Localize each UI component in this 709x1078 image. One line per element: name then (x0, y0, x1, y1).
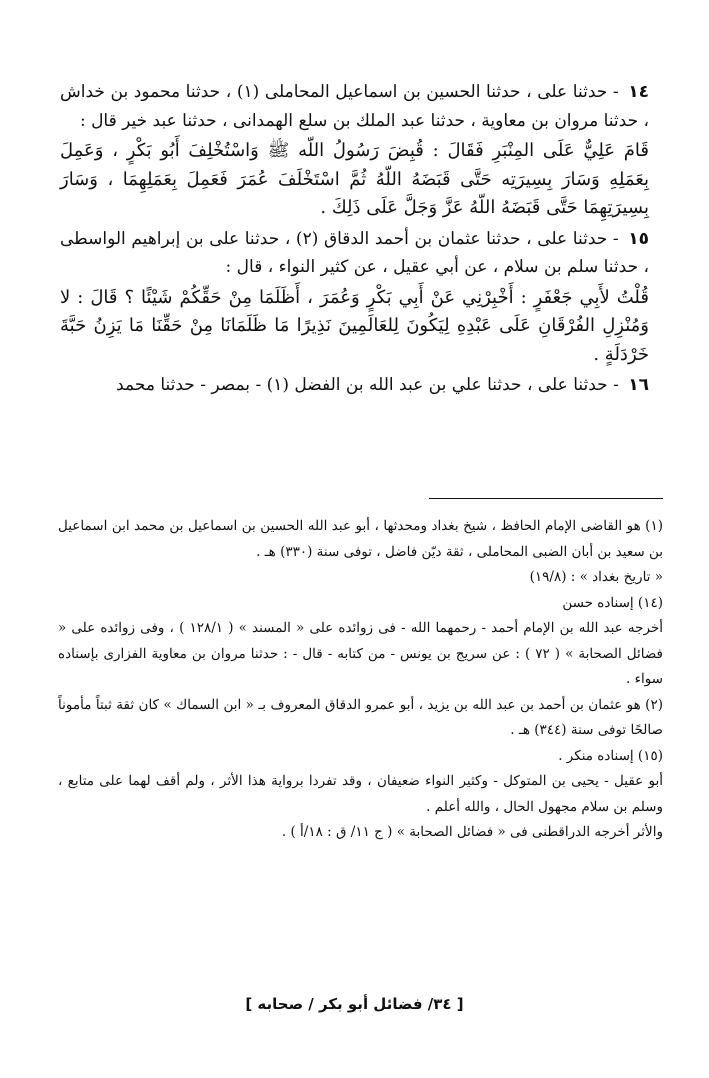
hadith-number: ١٦ (628, 375, 649, 395)
footnote: « تاريخ بغداد » : (١٩/٨) (529, 569, 663, 585)
hadith-14-matn: قَامَ عَلِيٌّ عَلَى المِنْبَرِ فَقَالَ : قُبِضَ رَسُولُ اللّه ﷺ وَاسْتُخْلِفَ أَبُو بَكْرٍ ، وَعَمِلَ بِعَمَلِهِ وَسَارَ بِسِيرَتِه حَتَّى قَبَضَهُ اللّهُ ثُمَّ اسْتَخْلَفَ عُمَرَ فَعَمِلَ بِعَمَلِهِمَا ، وَسَارَ بِسِيرَتِهِمَا حَتَّى قَبَضَهُ اللّهُ عَزَّ وَجَلَّ عَلَى ذَلِكَ . (60, 140, 649, 218)
page-footer: [ ٣٤/ فضائل أبو بكر / صحابه ] (245, 995, 464, 1013)
footnote: (١٤) إسناده حسن (562, 594, 663, 611)
hadith-14 (60, 78, 649, 135)
footnotes (58, 514, 663, 846)
hadith-isnad: - حدثنا على ، حدثنا علي بن عبد الله بن الفضل (١) - بمصر - حدثنا محمد (116, 375, 619, 395)
footnote: (١) هو القاضى الإمام الحافظ ، شيخ بغداد ومحدثها ، أبو عبد الله الحسين بن اسماعيل بن محمد ابن اسماعيل بن سعيد بن أبان الضبى المحاملى ، ثقة ديّن فاضل ، توفى سنة (٣٣٠) هـ . (58, 518, 663, 560)
footnote-divider (429, 498, 663, 499)
main-text (60, 78, 649, 400)
footnote: أخرجه عبد الله بن الإمام أحمد - رحمهما الله - فى زوائده على « المسند » ( ١٢٨/١ ) ، وفى زوائده على « فضائل الصحابة » ( ٧٢ ) : عن سريج بن يونس - من كتابه - قال - : حدثنا مروان بن معاوية الفزارى بإسناده سواء . (58, 620, 664, 687)
hadith-15 (60, 225, 649, 282)
hadith-isnad: - حدثنا على ، حدثنا الحسين بن اسماعيل المحاملى (١) ، حدثنا محمود بن خداش ، حدثنا مروان بن معاوية ، حدثنا عبد الملك بن سلع الهمدانى ، حدثنا عبد خير قال : (60, 82, 649, 131)
hadith-15-matn: قُلْتُ لأَبِي جَعْفَرٍ : أَخْبِرْنِي عَنْ أَبِي بَكْرٍ وَعُمَرَ ، أَظَلَمَا مِنْ حَقِّكُمْ شَيْئًا ؟ قَالَ : لا وَمُنْزِلِ الفُرْقَانِ عَلَى عَبْدِهِ لِيَكُونَ لِلعَالَمِينَ نَذِيرًا مَا ظَلَمَانَا مِنْ حَقِّنَا مَا يَزِنُ حَبَّةَ خَرْدَلَةٍ . (60, 286, 649, 365)
hadith-isnad: - حدثنا على ، حدثنا عثمان بن أحمد الدقاق (٢) ، حدثنا على بن إبراهيم الواسطى ، حدثنا سلم بن سلام ، عن أبي عقيل ، عن كثير النواء ، قال : (60, 228, 649, 277)
hadith-number: ١٥ (628, 228, 649, 249)
footnote: (١٥) إسناده منكر . (558, 747, 663, 764)
footnote: أبو عقيل - يحيى بن المتوكل - وكثير النواء ضعيفان ، وقد تفردا برواية هذا الأثر ، ولم أقف لهما على متابع ، وسلم بن سلام مجهول الحال ، والله أعلم . (58, 773, 663, 815)
footnote: والأثر أخرجه الدراقطنى فى « فضائل الصحابة » ( ج ١١/ ق : ١٨/أ ) . (281, 824, 663, 840)
hadith-16 (60, 371, 649, 400)
footnote: (٢) هو عثمان بن أحمد بن عبد الله بن يزيد ، أبو عمرو الدقاق المعروف بـ « ابن السماك » كان ثقة ثبتاً مأموناً صالحًا توفى سنة (٣٤٤) هـ . (58, 696, 663, 738)
hadith-number: ١٤ (628, 82, 649, 102)
